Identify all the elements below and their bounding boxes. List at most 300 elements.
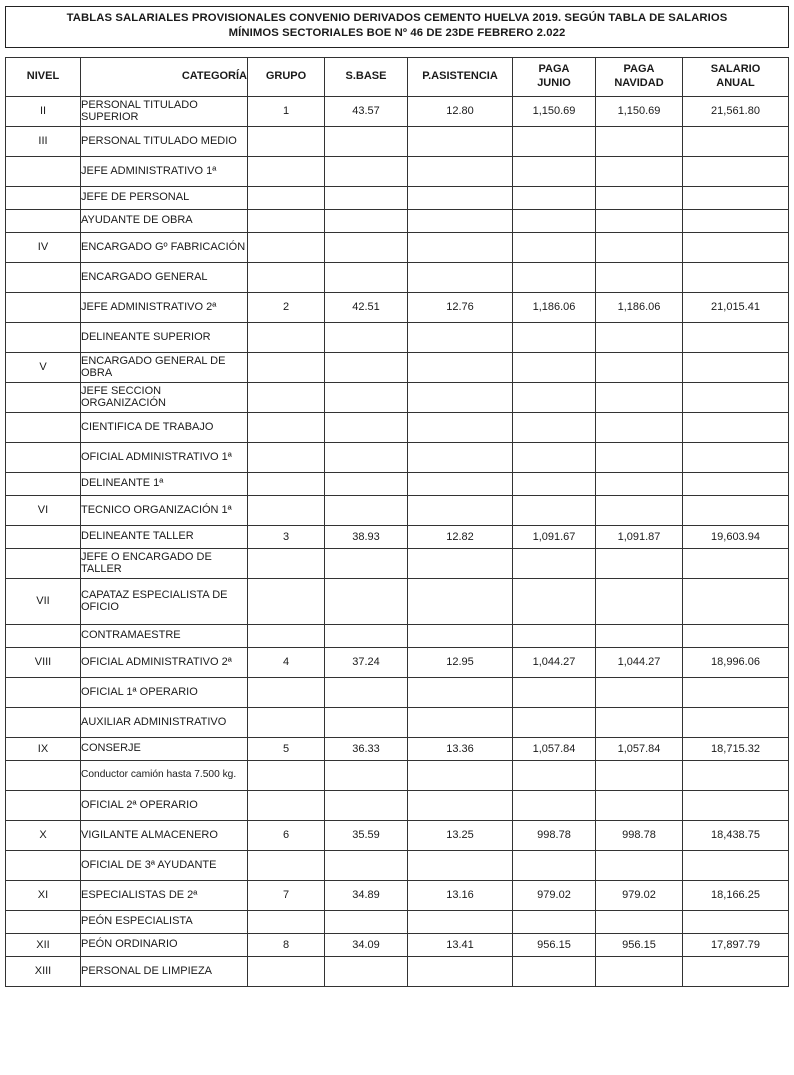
- cell-grupo: [248, 442, 325, 472]
- cell-grupo: [248, 578, 325, 624]
- cell-sbase: [325, 624, 408, 647]
- cell-nivel: [6, 262, 81, 292]
- cell-categoria: ENCARGADO GENERAL DE OBRA: [81, 352, 248, 382]
- cell-grupo: [248, 495, 325, 525]
- table-row: [6, 292, 789, 322]
- cell-categoria: DELINEANTE SUPERIOR: [81, 322, 248, 352]
- cell-nivel: [6, 382, 81, 412]
- cell-paga-junio: [513, 956, 596, 986]
- cell-nivel: VI: [6, 495, 81, 525]
- cell-nivel: X: [6, 820, 81, 850]
- cell-categoria: CAPATAZ ESPECIALISTA DE OFICIO: [81, 578, 248, 624]
- header-row: [6, 57, 789, 96]
- cell-grupo: [248, 677, 325, 707]
- cell-paga-junio: [513, 548, 596, 578]
- cell-nivel: XIII: [6, 956, 81, 986]
- cell-sbase: 38.93: [325, 525, 408, 548]
- cell-paga-navidad: [596, 322, 683, 352]
- cell-categoria: PERSONAL TITULADO SUPERIOR: [81, 96, 248, 126]
- cell-salario-anual: [683, 677, 789, 707]
- cell-sbase: [325, 850, 408, 880]
- cell-paga-junio: 1,150.69: [513, 96, 596, 126]
- cell-sbase: [325, 956, 408, 986]
- cell-nivel: VII: [6, 578, 81, 624]
- cell-sbase: 35.59: [325, 820, 408, 850]
- cell-categoria: OFICIAL 1ª OPERARIO: [81, 677, 248, 707]
- cell-salario-anual: [683, 495, 789, 525]
- cell-paga-navidad: [596, 186, 683, 209]
- cell-nivel: IV: [6, 232, 81, 262]
- cell-salario-anual: 21,015.41: [683, 292, 789, 322]
- table-row: [6, 956, 789, 986]
- cell-nivel: [6, 850, 81, 880]
- cell-paga-navidad: [596, 578, 683, 624]
- cell-pasistencia: [408, 156, 513, 186]
- cell-pasistencia: 12.76: [408, 292, 513, 322]
- cell-paga-navidad: [596, 442, 683, 472]
- cell-pasistencia: [408, 707, 513, 737]
- cell-salario-anual: [683, 548, 789, 578]
- cell-paga-junio: 1,091.67: [513, 525, 596, 548]
- cell-paga-navidad: [596, 624, 683, 647]
- cell-salario-anual: [683, 850, 789, 880]
- cell-nivel: [6, 760, 81, 790]
- cell-categoria: JEFE O ENCARGADO DE TALLER: [81, 548, 248, 578]
- cell-sbase: [325, 707, 408, 737]
- cell-sbase: [325, 262, 408, 292]
- cell-grupo: [248, 707, 325, 737]
- cell-salario-anual: [683, 262, 789, 292]
- cell-categoria: JEFE ADMINISTRATIVO 2ª: [81, 292, 248, 322]
- cell-paga-junio: [513, 850, 596, 880]
- cell-paga-navidad: [596, 760, 683, 790]
- cell-grupo: 3: [248, 525, 325, 548]
- cell-categoria: PERSONAL DE LIMPIEZA: [81, 956, 248, 986]
- cell-salario-anual: [683, 910, 789, 933]
- cell-nivel: [6, 707, 81, 737]
- cell-salario-anual: [683, 382, 789, 412]
- cell-pasistencia: [408, 850, 513, 880]
- table-row: [6, 525, 789, 548]
- cell-sbase: 34.89: [325, 880, 408, 910]
- cell-paga-junio: [513, 707, 596, 737]
- cell-grupo: [248, 910, 325, 933]
- cell-paga-junio: [513, 262, 596, 292]
- cell-paga-navidad: [596, 850, 683, 880]
- cell-paga-navidad: [596, 790, 683, 820]
- cell-pasistencia: [408, 382, 513, 412]
- cell-nivel: III: [6, 126, 81, 156]
- cell-paga-navidad: [596, 677, 683, 707]
- cell-paga-navidad: [596, 156, 683, 186]
- cell-paga-junio: [513, 624, 596, 647]
- cell-nivel: VIII: [6, 647, 81, 677]
- cell-paga-navidad: [596, 382, 683, 412]
- cell-salario-anual: [683, 126, 789, 156]
- cell-pasistencia: 13.36: [408, 737, 513, 760]
- cell-nivel: [6, 156, 81, 186]
- cell-sbase: [325, 126, 408, 156]
- cell-sbase: 43.57: [325, 96, 408, 126]
- cell-categoria: OFICIAL ADMINISTRATIVO 1ª: [81, 442, 248, 472]
- cell-categoria: DELINEANTE TALLER: [81, 525, 248, 548]
- cell-paga-junio: [513, 495, 596, 525]
- cell-pasistencia: [408, 910, 513, 933]
- cell-nivel: [6, 525, 81, 548]
- cell-categoria: PEÓN ORDINARIO: [81, 933, 248, 956]
- cell-paga-junio: [513, 156, 596, 186]
- cell-grupo: 5: [248, 737, 325, 760]
- cell-grupo: [248, 412, 325, 442]
- cell-sbase: 36.33: [325, 737, 408, 760]
- cell-sbase: [325, 186, 408, 209]
- cell-categoria: CONSERJE: [81, 737, 248, 760]
- table-row: [6, 910, 789, 933]
- cell-grupo: [248, 850, 325, 880]
- cell-sbase: [325, 442, 408, 472]
- cell-pasistencia: 12.95: [408, 647, 513, 677]
- cell-paga-junio: 998.78: [513, 820, 596, 850]
- cell-grupo: 8: [248, 933, 325, 956]
- cell-categoria: JEFE DE PERSONAL: [81, 186, 248, 209]
- cell-nivel: V: [6, 352, 81, 382]
- cell-paga-navidad: [596, 412, 683, 442]
- table-row: [6, 933, 789, 956]
- cell-paga-junio: [513, 412, 596, 442]
- cell-paga-navidad: [596, 956, 683, 986]
- cell-paga-junio: [513, 578, 596, 624]
- cell-paga-junio: [513, 472, 596, 495]
- header-salario-anual-l2: ANUAL: [716, 76, 755, 89]
- cell-grupo: [248, 156, 325, 186]
- cell-paga-junio: 1,044.27: [513, 647, 596, 677]
- cell-categoria: ESPECIALISTAS DE 2ª: [81, 880, 248, 910]
- cell-sbase: [325, 677, 408, 707]
- cell-sbase: [325, 322, 408, 352]
- cell-sbase: [325, 412, 408, 442]
- table-row: [6, 126, 789, 156]
- cell-sbase: [325, 209, 408, 232]
- table-row: [6, 624, 789, 647]
- cell-salario-anual: 17,897.79: [683, 933, 789, 956]
- cell-salario-anual: 21,561.80: [683, 96, 789, 126]
- cell-grupo: [248, 186, 325, 209]
- cell-sbase: 42.51: [325, 292, 408, 322]
- table-row: [6, 548, 789, 578]
- cell-salario-anual: [683, 472, 789, 495]
- cell-nivel: [6, 186, 81, 209]
- cell-paga-junio: [513, 186, 596, 209]
- header-categoria: CATEGORÍA: [81, 57, 248, 96]
- table-header: [6, 57, 789, 96]
- cell-paga-navidad: [596, 262, 683, 292]
- cell-paga-navidad: 979.02: [596, 880, 683, 910]
- cell-categoria: PERSONAL TITULADO MEDIO: [81, 126, 248, 156]
- cell-nivel: [6, 472, 81, 495]
- cell-grupo: [248, 548, 325, 578]
- cell-pasistencia: 13.16: [408, 880, 513, 910]
- cell-nivel: XII: [6, 933, 81, 956]
- cell-pasistencia: [408, 232, 513, 262]
- cell-pasistencia: [408, 186, 513, 209]
- cell-grupo: [248, 624, 325, 647]
- cell-categoria: OFICIAL 2ª OPERARIO: [81, 790, 248, 820]
- cell-paga-junio: [513, 126, 596, 156]
- cell-pasistencia: [408, 209, 513, 232]
- cell-sbase: [325, 910, 408, 933]
- cell-pasistencia: [408, 548, 513, 578]
- cell-paga-junio: [513, 322, 596, 352]
- cell-nivel: [6, 412, 81, 442]
- table-row: [6, 677, 789, 707]
- cell-grupo: [248, 232, 325, 262]
- cell-categoria: AYUDANTE DE OBRA: [81, 209, 248, 232]
- cell-nivel: II: [6, 96, 81, 126]
- cell-categoria: JEFE ADMINISTRATIVO 1ª: [81, 156, 248, 186]
- cell-categoria: CIENTIFICA DE TRABAJO: [81, 412, 248, 442]
- cell-paga-junio: 1,186.06: [513, 292, 596, 322]
- cell-pasistencia: [408, 495, 513, 525]
- cell-pasistencia: [408, 578, 513, 624]
- table-row: [6, 707, 789, 737]
- cell-sbase: [325, 382, 408, 412]
- table-row: [6, 156, 789, 186]
- table-row: [6, 647, 789, 677]
- cell-paga-junio: [513, 382, 596, 412]
- cell-salario-anual: [683, 156, 789, 186]
- cell-sbase: [325, 352, 408, 382]
- cell-categoria: OFICIAL ADMINISTRATIVO 2ª: [81, 647, 248, 677]
- cell-grupo: [248, 209, 325, 232]
- cell-salario-anual: [683, 232, 789, 262]
- cell-paga-junio: [513, 910, 596, 933]
- cell-categoria: PEÓN ESPECIALISTA: [81, 910, 248, 933]
- cell-paga-navidad: [596, 472, 683, 495]
- cell-grupo: [248, 956, 325, 986]
- cell-pasistencia: [408, 760, 513, 790]
- cell-grupo: [248, 382, 325, 412]
- header-salario-anual-l1: SALARIO: [710, 63, 761, 76]
- cell-sbase: [325, 495, 408, 525]
- cell-salario-anual: [683, 186, 789, 209]
- cell-nivel: [6, 677, 81, 707]
- cell-paga-navidad: 1,057.84: [596, 737, 683, 760]
- cell-paga-navidad: [596, 232, 683, 262]
- header-pasistencia: P.ASISTENCIA: [408, 57, 513, 96]
- cell-pasistencia: [408, 677, 513, 707]
- cell-salario-anual: [683, 790, 789, 820]
- cell-pasistencia: [408, 126, 513, 156]
- cell-paga-junio: 1,057.84: [513, 737, 596, 760]
- table-row: [6, 322, 789, 352]
- cell-pasistencia: [408, 412, 513, 442]
- cell-paga-junio: [513, 442, 596, 472]
- cell-grupo: 7: [248, 880, 325, 910]
- table-row: [6, 352, 789, 382]
- cell-salario-anual: [683, 624, 789, 647]
- cell-pasistencia: [408, 442, 513, 472]
- cell-paga-junio: 979.02: [513, 880, 596, 910]
- cell-nivel: [6, 624, 81, 647]
- table-body: [6, 96, 789, 986]
- cell-nivel: IX: [6, 737, 81, 760]
- cell-grupo: [248, 322, 325, 352]
- cell-paga-navidad: [596, 209, 683, 232]
- cell-salario-anual: [683, 956, 789, 986]
- cell-salario-anual: [683, 322, 789, 352]
- cell-nivel: XI: [6, 880, 81, 910]
- cell-pasistencia: 13.41: [408, 933, 513, 956]
- cell-paga-navidad: 1,150.69: [596, 96, 683, 126]
- header-nivel: NIVEL: [6, 57, 81, 96]
- cell-paga-junio: [513, 790, 596, 820]
- cell-paga-navidad: 1,091.87: [596, 525, 683, 548]
- cell-grupo: 1: [248, 96, 325, 126]
- cell-salario-anual: [683, 209, 789, 232]
- cell-paga-junio: [513, 352, 596, 382]
- cell-paga-navidad: 956.15: [596, 933, 683, 956]
- cell-paga-navidad: 1,186.06: [596, 292, 683, 322]
- cell-pasistencia: [408, 624, 513, 647]
- header-paga-junio-l1: PAGA: [538, 63, 570, 76]
- table-row: [6, 262, 789, 292]
- cell-grupo: [248, 262, 325, 292]
- title-line-2: MÍNIMOS SECTORIALES BOE Nº 46 DE 23DE FEBRERO 2.022: [228, 27, 566, 40]
- table-row: [6, 880, 789, 910]
- cell-categoria: OFICIAL DE 3ª AYUDANTE: [81, 850, 248, 880]
- cell-grupo: 4: [248, 647, 325, 677]
- cell-pasistencia: 13.25: [408, 820, 513, 850]
- cell-categoria: CONTRAMAESTRE: [81, 624, 248, 647]
- cell-paga-navidad: 998.78: [596, 820, 683, 850]
- cell-grupo: [248, 352, 325, 382]
- cell-paga-navidad: [596, 352, 683, 382]
- cell-nivel: [6, 209, 81, 232]
- header-paga-navidad-l2: NAVIDAD: [614, 76, 664, 89]
- title-table-gap: [5, 48, 789, 57]
- document-title: [5, 6, 789, 48]
- cell-sbase: 37.24: [325, 647, 408, 677]
- cell-salario-anual: 18,996.06: [683, 647, 789, 677]
- cell-salario-anual: [683, 442, 789, 472]
- header-paga-navidad-l1: PAGA: [623, 63, 655, 76]
- cell-nivel: [6, 790, 81, 820]
- cell-paga-navidad: [596, 548, 683, 578]
- cell-paga-junio: [513, 760, 596, 790]
- cell-grupo: [248, 472, 325, 495]
- cell-sbase: [325, 472, 408, 495]
- cell-pasistencia: [408, 322, 513, 352]
- cell-paga-junio: [513, 232, 596, 262]
- cell-sbase: [325, 156, 408, 186]
- table-row: [6, 442, 789, 472]
- cell-sbase: [325, 790, 408, 820]
- table-row: [6, 578, 789, 624]
- table-row: [6, 232, 789, 262]
- cell-sbase: [325, 760, 408, 790]
- cell-salario-anual: [683, 707, 789, 737]
- table-row: [6, 96, 789, 126]
- cell-paga-navidad: [596, 707, 683, 737]
- cell-sbase: 34.09: [325, 933, 408, 956]
- cell-salario-anual: 18,166.25: [683, 880, 789, 910]
- cell-salario-anual: [683, 760, 789, 790]
- cell-paga-navidad: [596, 126, 683, 156]
- cell-paga-junio: [513, 209, 596, 232]
- cell-categoria: Conductor camión hasta 7.500 kg.: [81, 760, 248, 790]
- cell-sbase: [325, 232, 408, 262]
- cell-sbase: [325, 578, 408, 624]
- table-row: [6, 820, 789, 850]
- cell-nivel: [6, 292, 81, 322]
- cell-salario-anual: 18,438.75: [683, 820, 789, 850]
- cell-grupo: [248, 790, 325, 820]
- cell-categoria: DELINEANTE 1ª: [81, 472, 248, 495]
- table-row: [6, 760, 789, 790]
- cell-paga-navidad: [596, 910, 683, 933]
- cell-grupo: 2: [248, 292, 325, 322]
- cell-nivel: [6, 548, 81, 578]
- cell-pasistencia: [408, 956, 513, 986]
- cell-categoria: AUXILIAR ADMINISTRATIVO: [81, 707, 248, 737]
- cell-paga-navidad: 1,044.27: [596, 647, 683, 677]
- cell-categoria: VIGILANTE ALMACENERO: [81, 820, 248, 850]
- cell-salario-anual: 18,715.32: [683, 737, 789, 760]
- cell-salario-anual: [683, 412, 789, 442]
- cell-paga-junio: 956.15: [513, 933, 596, 956]
- table-row: [6, 472, 789, 495]
- cell-categoria: TECNICO ORGANIZACIÓN 1ª: [81, 495, 248, 525]
- header-paga-junio-l2: JUNIO: [537, 76, 571, 89]
- cell-nivel: [6, 442, 81, 472]
- table-row: [6, 382, 789, 412]
- cell-grupo: [248, 126, 325, 156]
- cell-salario-anual: [683, 578, 789, 624]
- table-row: [6, 850, 789, 880]
- cell-categoria: ENCARGADO GENERAL: [81, 262, 248, 292]
- cell-pasistencia: [408, 790, 513, 820]
- cell-categoria: JEFE SECCION ORGANIZACIÓN: [81, 382, 248, 412]
- cell-pasistencia: [408, 472, 513, 495]
- cell-paga-junio: [513, 677, 596, 707]
- cell-grupo: [248, 760, 325, 790]
- cell-salario-anual: [683, 352, 789, 382]
- table-row: [6, 186, 789, 209]
- cell-categoria: ENCARGADO Gº FABRICACIÓN: [81, 232, 248, 262]
- header-paga-junio: [513, 57, 596, 96]
- cell-nivel: [6, 910, 81, 933]
- cell-salario-anual: 19,603.94: [683, 525, 789, 548]
- cell-pasistencia: [408, 352, 513, 382]
- header-paga-navidad: [596, 57, 683, 96]
- table-row: [6, 737, 789, 760]
- title-line-1: TABLAS SALARIALES PROVISIONALES CONVENIO DERIVADOS CEMENTO HUELVA 2019. SEGÚN TABLA DE SALARIOS: [66, 12, 728, 24]
- cell-sbase: [325, 548, 408, 578]
- table-row: [6, 495, 789, 525]
- cell-pasistencia: 12.82: [408, 525, 513, 548]
- cell-grupo: 6: [248, 820, 325, 850]
- header-sbase: S.BASE: [325, 57, 408, 96]
- header-salario-anual: [683, 57, 789, 96]
- cell-pasistencia: [408, 262, 513, 292]
- cell-nivel: [6, 322, 81, 352]
- table-row: [6, 790, 789, 820]
- table-row: [6, 209, 789, 232]
- cell-paga-navidad: [596, 495, 683, 525]
- salary-table: [5, 57, 789, 987]
- table-row: [6, 412, 789, 442]
- cell-pasistencia: 12.80: [408, 96, 513, 126]
